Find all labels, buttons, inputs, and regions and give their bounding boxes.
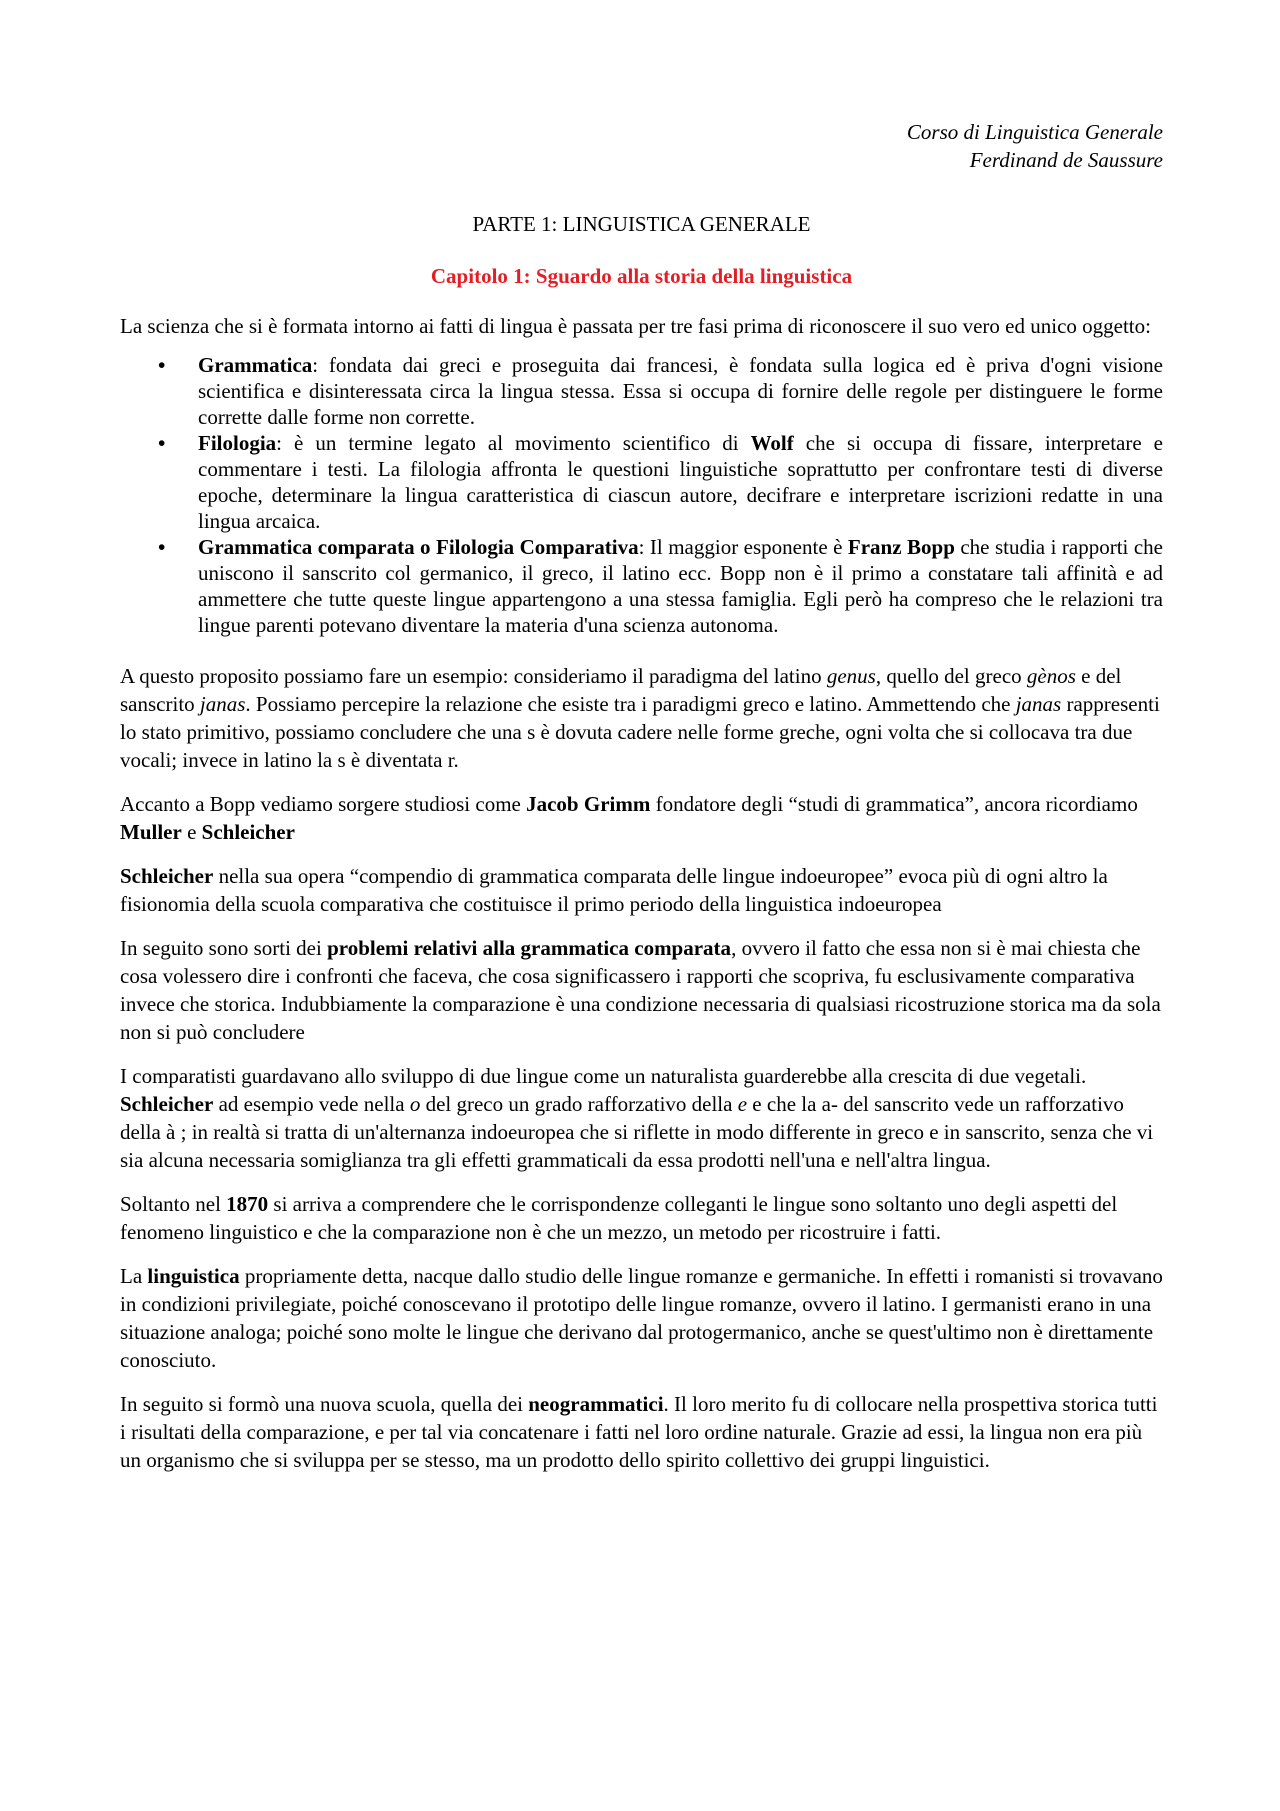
linguistics-paragraph: La linguistica propriamente detta, nacque dallo studio delle lingue romanze e germaniche. In effetti i romanisti si trovavano in condizioni privilegiate, poiché conoscevano il prototipo delle lingue romanze, ovvero il latino. I germanisti erano in una situazione analoga; poiché sono molte le lingue che derivano dal protogermanico, anche se quest'ultimo non è direttamente conosciuto. <box>120 1264 1163 1372</box>
intro-paragraph: La scienza che si è formata intorno ai fatti di lingua è passata per tre fasi prima di riconoscere il suo vero ed unico oggetto: <box>120 314 1151 338</box>
bullet-icon: • <box>158 353 166 377</box>
problems-paragraph: In seguito sono sorti dei problemi relativi alla grammatica comparata, ovvero il fatto che essa non si è mai chiesta che cosa volessero dire i confronti che faceva, che cosa significassero i rapporti che scopriva, fu esclusivamente comparativa invece che storica. Indubbiamente la comparazione è una condizione necessaria di qualsiasi ricostruzione storica ma da sola non si può concludere <box>120 936 1161 1044</box>
list-item: • Grammatica comparata o Filologia Comparativa: Il maggior esponente è Franz Bopp che studia i rapporti che uniscono il sanscrito col germanico, il greco, il latino ecc. Bopp non è il primo a constatare tali affinità e ad ammettere che tutte queste lingue appartengono a una stessa famiglia. Egli però ha compreso che le relazioni tra lingue parenti potevano diventare la materia d'una scienza autonoma. <box>158 535 1163 637</box>
person-name: Franz Bopp <box>847 535 955 559</box>
chapter-title: Capitolo 1: Sguardo alla storia della linguistica <box>430 264 853 288</box>
document-page <box>120 118 1163 1474</box>
bullet-icon: • <box>158 431 166 455</box>
term: Filologia <box>198 431 277 455</box>
bullet-icon: • <box>158 535 166 559</box>
term: Grammatica <box>198 353 313 377</box>
comparatists-paragraph: I comparatisti guardavano allo sviluppo di due lingue come un naturalista guarderebbe alla crescita di due vegetali. Schleicher ad esempio vede nella o del greco un grado rafforzativo della e e che la a- del sanscrito vede un rafforzativo della à ; in realtà si tratta di un'alternanza indoeuropea che si riflette in modo differente in greco e in sanscrito, senza che vi sia alcuna necessaria somiglianza tra gli effetti grammaticali da essa prodotti nell'una e nell'altra lingua. <box>120 1064 1154 1172</box>
bopp-paragraph: Accanto a Bopp vediamo sorgere studiosi come Jacob Grimm fondatore degli “studi di grammatica”, ancora ricordiamo Muller e Schleicher <box>120 792 1138 844</box>
part-title: PARTE 1: LINGUISTICA GENERALE <box>472 212 811 236</box>
term: Grammatica comparata o Filologia Comparativa <box>198 535 639 559</box>
author-name: Ferdinand de Saussure <box>969 148 1163 172</box>
document-header <box>120 118 1163 174</box>
schleicher-paragraph: Schleicher nella sua opera “compendio di grammatica comparata delle lingue indoeuropee” evoca più di ogni altro la fisionomia della scuola comparativa che costituisce il primo periodo della linguistica indoeuropea <box>120 864 1108 916</box>
list-item: • Grammatica: fondata dai greci e proseguita dai francesi, è fondata sulla logica ed è priva d'ogni visione scientifica e disinteressata circa la lingua stessa. Essa si occupa di fornire delle regole per distinguere le forme corrette dalle forme non corrette. <box>158 353 1163 429</box>
course-title: Corso di Linguistica Generale <box>906 120 1163 144</box>
list-item: • Filologia: è un termine legato al movimento scientifico di Wolf che si occupa di fissare, interpretare e commentare i testi. La filologia affronta le questioni linguistiche soprattutto per confrontare testi di diverse epoche, determinare la lingua caratteristica di ciascun autore, decifrare e interpretare iscrizioni redatte in una lingua arcaica. <box>158 431 1164 533</box>
neogrammarians-paragraph: In seguito si formò una nuova scuola, quella dei neogrammatici. Il loro merito fu di collocare nella prospettiva storica tutti i risultati della comparazione, e per tal via concatenare i fatti nel loro ordine naturale. Grazie ad essi, la lingua non era più un organismo che si sviluppa per se stesso, ma un prodotto dello spirito collettivo dei gruppi linguistici. <box>120 1392 1158 1472</box>
year-1870-paragraph: Soltanto nel 1870 si arriva a comprendere che le corrispondenze colleganti le lingue sono soltanto uno degli aspetti del fenomeno linguistico e che la comparazione non è che un mezzo, un metodo per ricostruire i fatti. <box>120 1192 1118 1244</box>
phases-list <box>120 352 1163 638</box>
example-paragraph: A questo proposito possiamo fare un esempio: consideriamo il paradigma del latino genus, quello del greco gènos e del sanscrito janas. Possiamo percepire la relazione che esiste tra i paradigmi greco e latino. Ammettendo che janas rappresenti lo stato primitivo, possiamo concludere che una s è dovuta cadere nelle forme greche, ogni volta che si collocava tra due vocali; invece in latino la s è diventata r. <box>120 664 1160 772</box>
person-name: Wolf <box>750 431 794 455</box>
